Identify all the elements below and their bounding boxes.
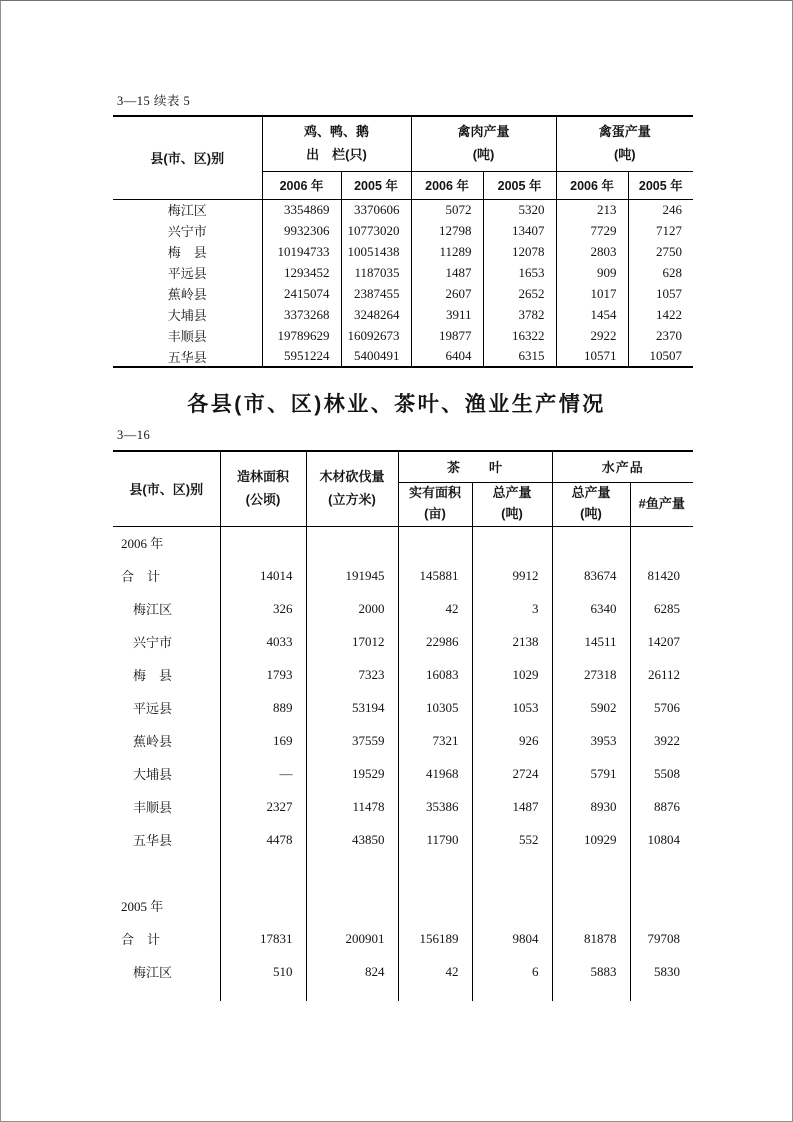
cell-value <box>306 856 398 889</box>
cell-value: 326 <box>220 592 306 625</box>
cell-value <box>398 988 472 1001</box>
fish-output-header <box>630 482 693 526</box>
row-label <box>113 988 220 1001</box>
cell-value: 3373268 <box>262 304 341 325</box>
cell-value: 1053 <box>472 691 552 724</box>
cell-value <box>306 988 398 1001</box>
row-label: 梅 县 <box>167 245 207 260</box>
row-label: 兴宁市 <box>133 635 173 650</box>
row-label: 2006 年 <box>121 536 164 552</box>
cell-value <box>398 856 472 889</box>
cell-value: 1057 <box>628 283 693 304</box>
row-label: 平远县 <box>167 266 207 281</box>
cell-value <box>630 988 693 1001</box>
cell-value: 6404 <box>411 346 483 367</box>
cell-value: 43850 <box>306 823 398 856</box>
cell-value: 3911 <box>411 304 483 325</box>
cell-value <box>472 889 552 922</box>
cell-value: 22986 <box>398 625 472 658</box>
cell-value: 200901 <box>306 922 398 955</box>
group-header-aquatic-products: 水产品 <box>552 451 693 482</box>
cell-value: 19529 <box>306 757 398 790</box>
cell-value: 2922 <box>556 325 628 346</box>
row-label: 梅江区 <box>167 203 207 219</box>
cell-value: 824 <box>306 955 398 988</box>
cell-value: 7729 <box>556 220 628 241</box>
group-header-line1: 禽蛋产量 <box>598 124 651 139</box>
row-label <box>113 856 220 889</box>
row-label: 梅 县 <box>133 668 173 683</box>
header-line2: (吨) <box>501 506 523 521</box>
cell-value: 2327 <box>220 790 306 823</box>
table-row <box>113 691 693 724</box>
cell-value <box>220 526 306 559</box>
table-row <box>113 241 693 262</box>
cell-value: 628 <box>628 262 693 283</box>
group-header-line2: (吨) <box>613 146 636 162</box>
cell-value: 53194 <box>306 691 398 724</box>
cell-value: 4033 <box>220 625 306 658</box>
table-row <box>113 724 693 757</box>
cell-value: 5320 <box>483 199 556 220</box>
cell-value: 6315 <box>483 346 556 367</box>
forestry-tea-fishery-table <box>113 450 693 1001</box>
cell-value: 11790 <box>398 823 472 856</box>
table-row <box>113 790 693 823</box>
cell-value <box>630 526 693 559</box>
header-line1: 木材砍伐量 <box>319 469 385 484</box>
cell-value: 5072 <box>411 199 483 220</box>
cell-value: 1187035 <box>341 262 411 283</box>
cell-value <box>630 889 693 922</box>
row-label: 丰顺县 <box>167 329 207 344</box>
cell-value: 5951224 <box>262 346 341 367</box>
cell-value: 10305 <box>398 691 472 724</box>
cell-value: 5706 <box>630 691 693 724</box>
cell-value: 81878 <box>552 922 630 955</box>
header-line1: 造林面积 <box>236 469 289 484</box>
cell-value: 19789629 <box>262 325 341 346</box>
year-header: 2006 年 <box>411 171 483 199</box>
cell-value: 42 <box>398 592 472 625</box>
cell-value <box>552 526 630 559</box>
cell-value: 1293452 <box>262 262 341 283</box>
cell-value: 2000 <box>306 592 398 625</box>
cell-value: 4478 <box>220 823 306 856</box>
cell-value: 2387455 <box>341 283 411 304</box>
row-label: 兴宁市 <box>167 224 207 239</box>
cell-value: 1653 <box>483 262 556 283</box>
table-row <box>113 220 693 241</box>
cell-value: 5902 <box>552 691 630 724</box>
cell-value <box>472 988 552 1001</box>
county-column-header: 县(市、区)别 <box>113 451 220 526</box>
cell-value: 12078 <box>483 241 556 262</box>
row-label: 2005 年 <box>121 899 164 914</box>
cell-value: 3782 <box>483 304 556 325</box>
cell-value <box>306 526 398 559</box>
afforestation-area-header <box>220 451 306 526</box>
cell-value: 16083 <box>398 658 472 691</box>
group-header-line2: 出 栏(只) <box>306 146 367 162</box>
cell-value: 2138 <box>472 625 552 658</box>
cell-value: 2750 <box>628 241 693 262</box>
table-row <box>113 856 693 889</box>
cell-value: — <box>220 757 306 790</box>
cell-value: 17831 <box>220 922 306 955</box>
group-header-poultry-slaughter <box>262 116 411 171</box>
cell-value: 169 <box>220 724 306 757</box>
cell-value: 6 <box>472 955 552 988</box>
table-row <box>113 262 693 283</box>
cell-value: 16092673 <box>341 325 411 346</box>
table2-number-label: 3—16 <box>117 428 151 442</box>
cell-value: 2803 <box>556 241 628 262</box>
row-label: 梅江区 <box>133 965 173 980</box>
year-header: 2006 年 <box>262 171 341 199</box>
tea-output-header <box>472 482 552 526</box>
row-label: 平远县 <box>133 701 173 716</box>
cell-value: 6285 <box>630 592 693 625</box>
cell-value: 19877 <box>411 325 483 346</box>
row-label: 合 计 <box>121 569 161 584</box>
row-label: 五华县 <box>133 833 173 848</box>
header-line2: (立方米) <box>328 491 376 507</box>
row-label: 梅江区 <box>133 602 173 617</box>
cell-value: 3370606 <box>341 199 411 220</box>
year-header: 2005 年 <box>341 171 411 199</box>
group-header-line1: 鸡、鸭、鹅 <box>304 124 370 139</box>
cell-value: 510 <box>220 955 306 988</box>
cell-value: 552 <box>472 823 552 856</box>
cell-value: 926 <box>472 724 552 757</box>
cell-value <box>552 988 630 1001</box>
header-line2: (亩) <box>424 506 446 521</box>
forestry-table-body <box>113 526 693 1001</box>
cell-value <box>398 889 472 922</box>
cell-value: 2415074 <box>262 283 341 304</box>
cell-value: 12798 <box>411 220 483 241</box>
year-header: 2006 年 <box>556 171 628 199</box>
cell-value: 7321 <box>398 724 472 757</box>
cell-value: 8876 <box>630 790 693 823</box>
table-row <box>113 658 693 691</box>
cell-value: 1793 <box>220 658 306 691</box>
header-line2: (吨) <box>580 506 602 521</box>
cell-value: 3354869 <box>262 199 341 220</box>
poultry-table-header <box>113 116 693 199</box>
cell-value: 5508 <box>630 757 693 790</box>
cell-value: 16322 <box>483 325 556 346</box>
cell-value <box>306 889 398 922</box>
cell-value: 9912 <box>472 559 552 592</box>
cell-value: 27318 <box>552 658 630 691</box>
cell-value: 10929 <box>552 823 630 856</box>
table-row <box>113 199 693 220</box>
cell-value: 14511 <box>552 625 630 658</box>
cell-value: 10507 <box>628 346 693 367</box>
table-row <box>113 988 693 1001</box>
group-header-tea: 茶 叶 <box>398 451 552 482</box>
group-header-row <box>113 451 693 482</box>
cell-value: 10194733 <box>262 241 341 262</box>
year-header: 2005 年 <box>628 171 693 199</box>
row-label: 大埔县 <box>167 308 207 323</box>
cell-value: 1017 <box>556 283 628 304</box>
cell-value: 10051438 <box>341 241 411 262</box>
table-row <box>113 526 693 559</box>
section-title: 各县(市、区)林业、茶叶、渔业生产情况 <box>187 393 606 416</box>
cell-value: 145881 <box>398 559 472 592</box>
cell-value: 6340 <box>552 592 630 625</box>
cell-value: 83674 <box>552 559 630 592</box>
header-line1: 总产量 <box>492 485 532 501</box>
cell-value: 2724 <box>472 757 552 790</box>
cell-value: 11289 <box>411 241 483 262</box>
table-row <box>113 757 693 790</box>
cell-value: 41968 <box>398 757 472 790</box>
header-line1: #鱼产量 <box>638 495 685 511</box>
cell-value: 2370 <box>628 325 693 346</box>
cell-value <box>220 856 306 889</box>
cell-value: 2607 <box>411 283 483 304</box>
cell-value <box>552 889 630 922</box>
cell-value: 3953 <box>552 724 630 757</box>
cell-value <box>472 526 552 559</box>
cell-value: 10571 <box>556 346 628 367</box>
cell-value: 8930 <box>552 790 630 823</box>
cell-value: 5883 <box>552 955 630 988</box>
table-row <box>113 922 693 955</box>
cell-value: 13407 <box>483 220 556 241</box>
table-row <box>113 325 693 346</box>
cell-value: 37559 <box>306 724 398 757</box>
cell-value: 14207 <box>630 625 693 658</box>
table-row <box>113 304 693 325</box>
cell-value: 3 <box>472 592 552 625</box>
cell-value <box>552 856 630 889</box>
cell-value <box>472 856 552 889</box>
cell-value: 889 <box>220 691 306 724</box>
cell-value: 1029 <box>472 658 552 691</box>
county-column-header: 县(市、区)别 <box>113 116 262 199</box>
group-header-line1: 禽肉产量 <box>457 124 510 139</box>
cell-value: 42 <box>398 955 472 988</box>
cell-value <box>220 988 306 1001</box>
cell-value: 1454 <box>556 304 628 325</box>
table-row <box>113 955 693 988</box>
poultry-table <box>113 115 693 368</box>
header-line1: 实有面积 <box>408 485 461 501</box>
row-label: 丰顺县 <box>133 800 173 815</box>
table-row <box>113 592 693 625</box>
cell-value: 26112 <box>630 658 693 691</box>
table-row <box>113 346 693 367</box>
cell-value: 1487 <box>472 790 552 823</box>
cell-value: 3248264 <box>341 304 411 325</box>
cell-value <box>630 856 693 889</box>
cell-value: 11478 <box>306 790 398 823</box>
table-row <box>113 625 693 658</box>
cell-value: 7323 <box>306 658 398 691</box>
cell-value <box>398 526 472 559</box>
group-header-row <box>113 116 693 171</box>
cell-value: 9932306 <box>262 220 341 241</box>
row-label: 蕉岭县 <box>133 734 173 749</box>
group-header-line2: (吨) <box>472 146 495 162</box>
table-row <box>113 889 693 922</box>
cell-value: 1487 <box>411 262 483 283</box>
cell-value <box>220 889 306 922</box>
cell-value: 14014 <box>220 559 306 592</box>
row-label: 合 计 <box>121 932 161 947</box>
cell-value: 213 <box>556 199 628 220</box>
row-label: 蕉岭县 <box>167 287 207 302</box>
cell-value: 17012 <box>306 625 398 658</box>
cell-value: 81420 <box>630 559 693 592</box>
cell-value: 5830 <box>630 955 693 988</box>
cell-value: 246 <box>628 199 693 220</box>
cell-value: 35386 <box>398 790 472 823</box>
table-row <box>113 283 693 304</box>
cell-value: 1422 <box>628 304 693 325</box>
cell-value: 5400491 <box>341 346 411 367</box>
header-line2: (公顷) <box>245 491 281 507</box>
cell-value: 9804 <box>472 922 552 955</box>
row-label: 五华县 <box>167 349 207 365</box>
cell-value: 10773020 <box>341 220 411 241</box>
year-header: 2005 年 <box>483 171 556 199</box>
group-header-poultry-meat <box>411 116 556 171</box>
cell-value: 7127 <box>628 220 693 241</box>
forestry-table-header <box>113 451 693 526</box>
group-header-poultry-eggs <box>556 116 693 171</box>
cell-value: 909 <box>556 262 628 283</box>
header-line1: 总产量 <box>571 485 611 501</box>
cell-value: 156189 <box>398 922 472 955</box>
cell-value: 191945 <box>306 559 398 592</box>
tea-area-header <box>398 482 472 526</box>
table1-number-label: 3—15 续表 5 <box>117 94 191 108</box>
cell-value: 10804 <box>630 823 693 856</box>
cell-value: 5791 <box>552 757 630 790</box>
aquatic-output-header <box>552 482 630 526</box>
table-row <box>113 823 693 856</box>
cell-value: 2652 <box>483 283 556 304</box>
table-row <box>113 559 693 592</box>
poultry-table-body <box>113 199 693 367</box>
cell-value: 3922 <box>630 724 693 757</box>
cell-value: 79708 <box>630 922 693 955</box>
timber-felling-header <box>306 451 398 526</box>
row-label: 大埔县 <box>133 767 173 782</box>
